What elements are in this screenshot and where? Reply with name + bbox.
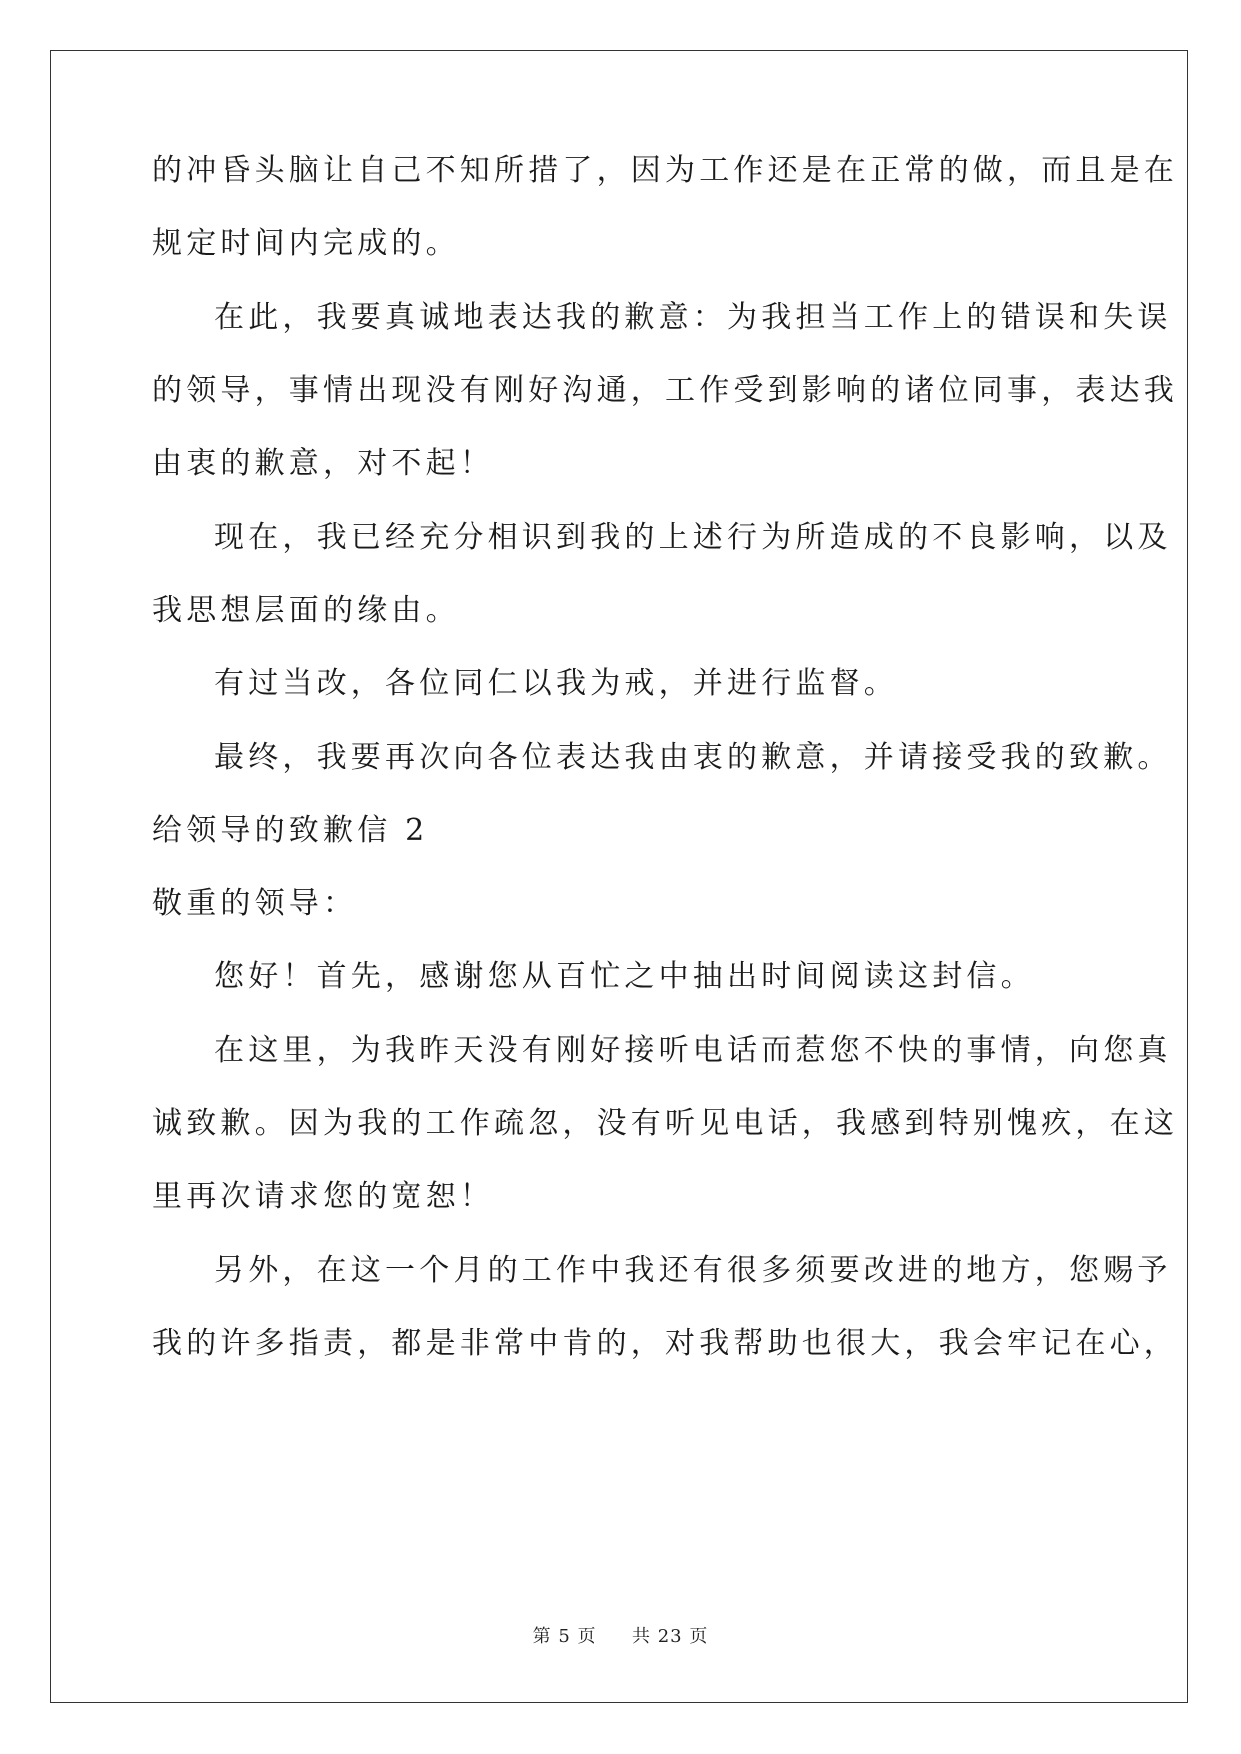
body-line: 的领导，事情出现没有刚好沟通，工作受到影响的诸位同事，表达我 [152, 373, 1178, 408]
body-line: 里再次请求您的宽恕！ [152, 1179, 494, 1214]
page-footer [0, 1622, 1241, 1648]
paragraph-start-line: 在此，我要真诚地表达我的歉意：为我担当工作上的错误和失误 [214, 300, 1172, 335]
page-total: 共 23 页 [632, 1626, 709, 1647]
body-line: 的冲昏头脑让自己不知所措了，因为工作还是在正常的做，而且是在 [152, 153, 1178, 188]
paragraph-start-line: 您好！首先，感谢您从百忙之中抽出时间阅读这封信。 [214, 959, 1035, 994]
body-line: 由衷的歉意，对不起！ [152, 446, 494, 481]
paragraph-start-line: 有过当改，各位同仁以我为戒，并进行监督。 [214, 666, 898, 701]
body-line: 规定时间内完成的。 [152, 226, 460, 261]
paragraph-start-line: 最终，我要再次向各位表达我由衷的歉意，并请接受我的致歉。 [214, 740, 1172, 775]
section-heading: 给领导的致歉信 2 [152, 813, 429, 848]
paragraph-start-line: 现在，我已经充分相识到我的上述行为所造成的不良影响，以及 [214, 520, 1172, 555]
body-line: 诚致歉。因为我的工作疏忽，没有听见电话，我感到特别愧疚，在这 [152, 1106, 1178, 1141]
salutation: 敬重的领导： [152, 886, 358, 921]
body-line: 我思想层面的缘由。 [152, 593, 460, 628]
body-line: 我的许多指责，都是非常中肯的，对我帮助也很大，我会牢记在心， [152, 1326, 1178, 1361]
page-border [50, 50, 1188, 1703]
paragraph-start-line: 另外，在这一个月的工作中我还有很多须要改进的地方，您赐予 [214, 1253, 1172, 1288]
page-number: 第 5 页 [532, 1626, 597, 1647]
paragraph-start-line: 在这里，为我昨天没有刚好接听电话而惹您不快的事情，向您真 [214, 1033, 1172, 1068]
